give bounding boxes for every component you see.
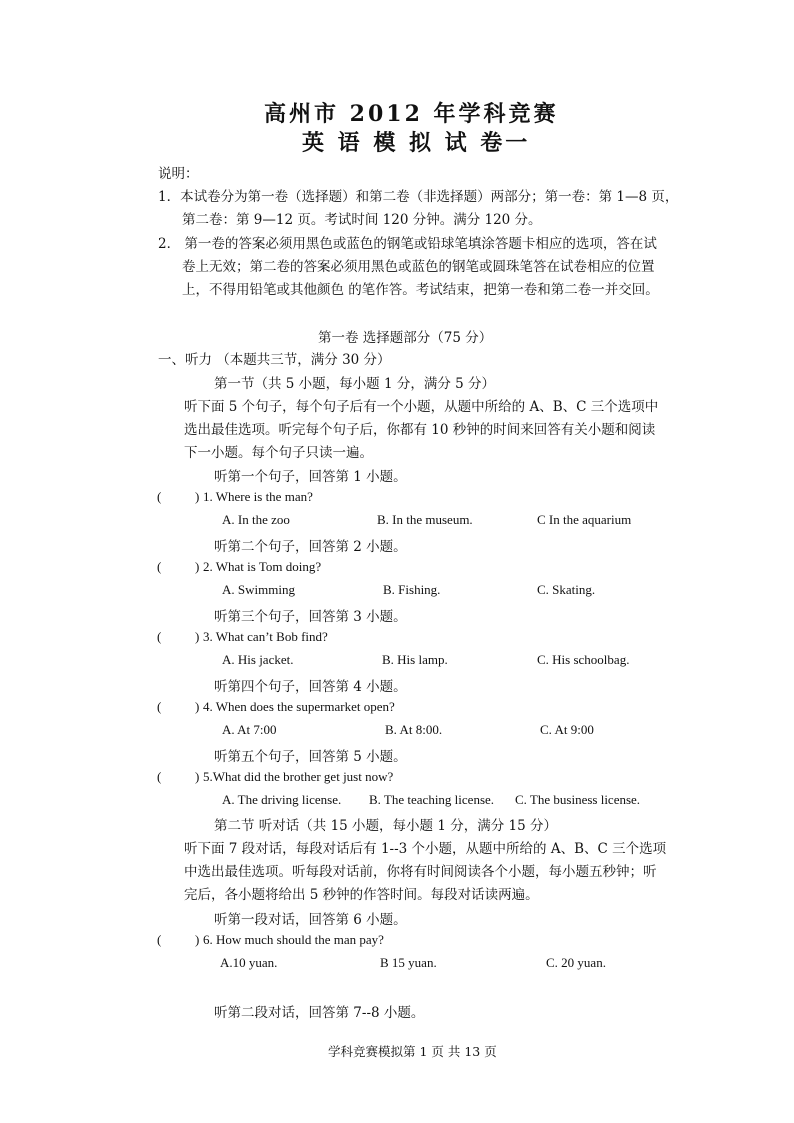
q3-answer-paren-close: ) xyxy=(195,629,200,644)
instruction-1-line1: 1．本试卷分为第一卷（选择题）和第二卷（非选择题）两部分；第一卷：第 1—8 页， xyxy=(158,189,679,205)
instruction-2-line2: 卷上无效；第二卷的答案必须用黑色或蓝色的钢笔或圆珠笔答在试卷相应的位置 xyxy=(182,259,655,275)
q7-intro: 听第二段对话，回答第 7--8 小题。 xyxy=(214,1005,425,1021)
q6-option-c: C. 20 yuan. xyxy=(546,955,606,970)
q4-answer-paren-open: ( xyxy=(157,699,162,714)
instruction-2-line3: 上，不得用铅笔或其他颜色 的笔作答。考试结束，把第一卷和第二卷一并交回。 xyxy=(182,282,659,298)
sub2-desc-line1: 听下面 7 段对话，每段对话后有 1--3 个小题，从题中所给的 A、B、C 三个选项 xyxy=(184,841,667,857)
q2-option-b: B. Fishing. xyxy=(383,582,441,597)
q4-option-b: B. At 8:00. xyxy=(385,722,443,737)
q6-answer-paren-close: ) xyxy=(195,932,200,947)
q5-option-b: B. The teaching license. xyxy=(369,792,495,807)
page-footer: 学科竞赛模拟第 1 页 共 13 页 xyxy=(328,1044,497,1059)
q3-answer-paren-open: ( xyxy=(157,629,162,644)
q2-option-a: A. Swimming xyxy=(222,582,295,597)
sub2-desc-line3: 完后，各小题将给出 5 秒钟的作答时间。每段对话读两遍。 xyxy=(184,887,539,903)
q2-stem: 2. What is Tom doing? xyxy=(203,559,322,574)
q6-stem: 6. How much should the man pay? xyxy=(203,932,384,947)
q2-option-c: C. Skating. xyxy=(537,582,596,597)
q3-intro: 听第三个句子，回答第 3 小题。 xyxy=(214,609,407,625)
q1-option-b: B. In the museum. xyxy=(377,512,473,527)
q5-intro: 听第五个句子，回答第 5 小题。 xyxy=(214,749,407,765)
sub1-desc-line3: 下一小题。每个句子只读一遍。 xyxy=(184,445,373,461)
sub2-desc-line2: 中选出最佳选项。听每段对话前，你将有时间阅读各个小题，每小题五秒钟；听 xyxy=(184,864,657,880)
q6-option-a: A.10 yuan. xyxy=(220,955,278,970)
exam-title-line1: 高州市 2012 年学科竞赛 xyxy=(264,101,559,127)
q4-intro: 听第四个句子，回答第 4 小题。 xyxy=(214,679,407,695)
q4-option-a: A. At 7:00 xyxy=(222,722,277,737)
q1-option-c: C In the aquarium xyxy=(537,512,632,527)
q2-answer-paren-close: ) xyxy=(195,559,200,574)
q1-stem: 1. Where is the man? xyxy=(203,489,313,504)
q1-answer-paren-open: ( xyxy=(157,489,162,504)
sub1-desc-line1: 听下面 5 个句子，每个句子后有一个小题，从题中所给的 A、B、C 三个选项中 xyxy=(184,399,659,415)
q6-answer-paren-open: ( xyxy=(157,932,162,947)
q3-option-a: A. His jacket. xyxy=(222,652,294,667)
q3-option-b: B. His lamp. xyxy=(382,652,448,667)
q1-answer-paren-close: ) xyxy=(195,489,200,504)
q5-answer-paren-close: ) xyxy=(195,769,200,784)
sub2-heading: 第二节 听对话（共 15 小题，每小题 1 分，满分 15 分） xyxy=(214,818,557,834)
q5-answer-paren-open: ( xyxy=(157,769,162,784)
q5-option-c: C. The business license. xyxy=(515,792,641,807)
q6-option-b: B 15 yuan. xyxy=(380,955,437,970)
q6-intro: 听第一段对话，回答第 6 小题。 xyxy=(214,912,407,928)
instruction-2-line1: 2． 第一卷的答案必须用黑色或蓝色的钢笔或铅球笔填涂答题卡相应的选项，答在试 xyxy=(158,236,657,252)
q3-option-c: C. His schoolbag. xyxy=(537,652,630,667)
q2-intro: 听第二个句子，回答第 2 小题。 xyxy=(214,539,407,555)
q1-option-a: A. In the zoo xyxy=(222,512,290,527)
sub1-heading: 第一节（共 5 小题，每小题 1 分，满分 5 分） xyxy=(214,376,496,392)
instructions-label: 说明： xyxy=(158,166,199,182)
q3-stem: 3. What can’t Bob find? xyxy=(203,629,328,644)
exam-title-line2: 英 语 模 拟 试 卷一 xyxy=(302,130,531,156)
instruction-1-line2: 第二卷：第 9—12 页。考试时间 120 分钟。满分 120 分。 xyxy=(182,212,542,228)
q4-option-c: C. At 9:00 xyxy=(540,722,594,737)
part1-heading: 第一卷 选择题部分（75 分） xyxy=(318,330,493,346)
q5-stem: 5.What did the brother get just now? xyxy=(203,769,394,784)
q4-stem: 4. When does the supermarket open? xyxy=(203,699,395,714)
q4-answer-paren-close: ) xyxy=(195,699,200,714)
listening-section-heading: 一、听力 （本题共三节，满分 30 分） xyxy=(158,352,391,368)
q1-intro: 听第一个句子，回答第 1 小题。 xyxy=(214,469,407,485)
q5-option-a: A. The driving license. xyxy=(222,792,342,807)
q2-answer-paren-open: ( xyxy=(157,559,162,574)
sub1-desc-line2: 选出最佳选项。听完每个句子后，你都有 10 秒钟的时间来回答有关小题和阅读 xyxy=(184,422,656,438)
